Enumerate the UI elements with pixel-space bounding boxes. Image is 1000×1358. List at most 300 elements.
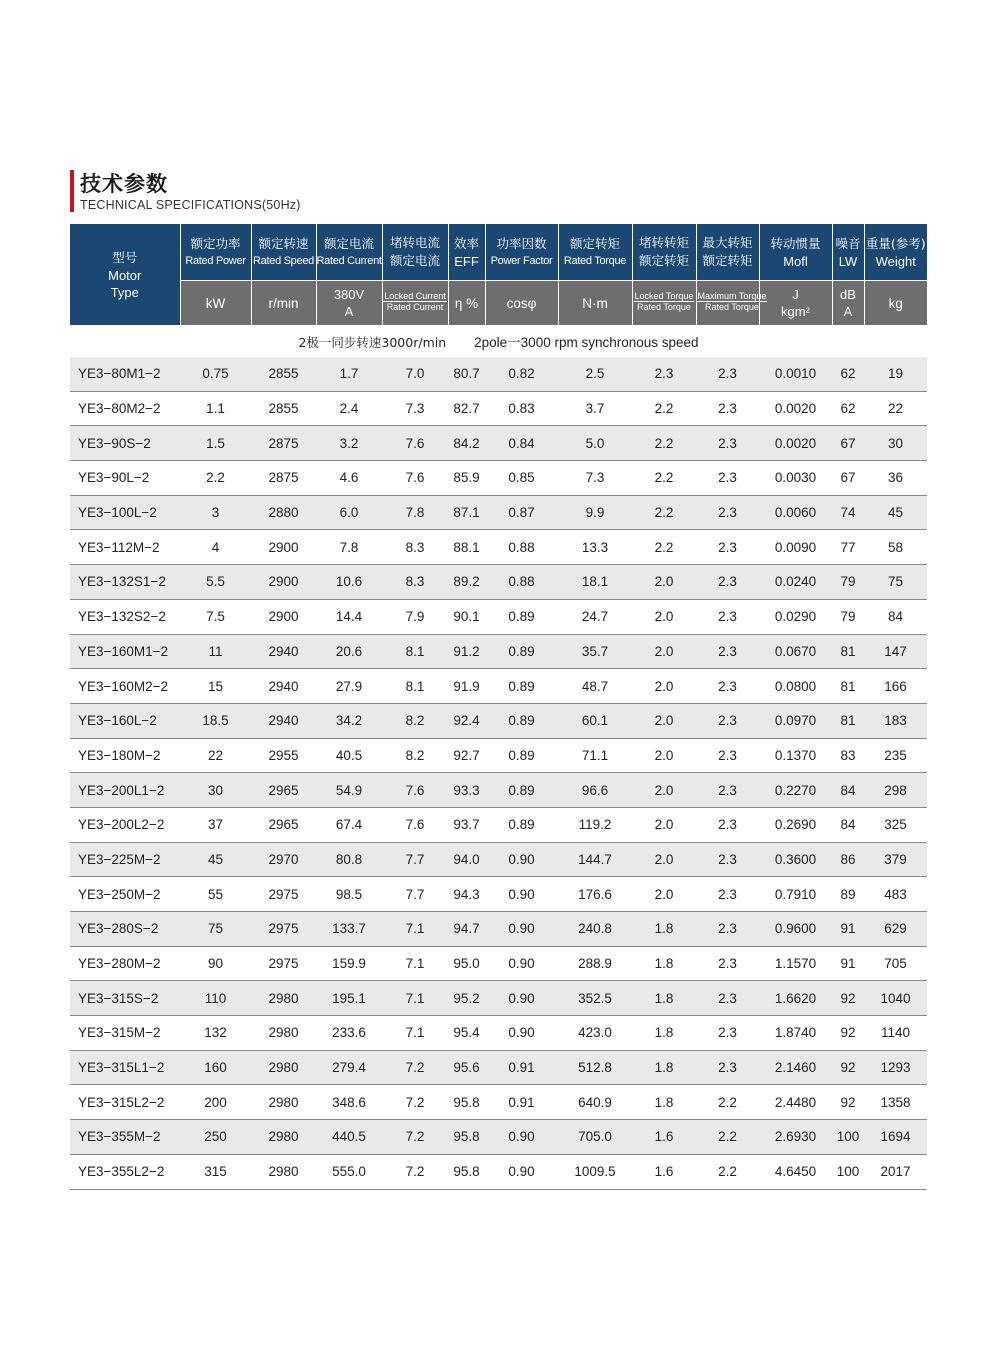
header-power-factor: 功率因数 Power Factor <box>485 224 558 281</box>
cell-eff: 93.7 <box>448 807 485 842</box>
cell-current: 34.2 <box>316 703 382 738</box>
table-row <box>70 1050 927 1085</box>
cell-eff: 82.7 <box>448 391 485 426</box>
cell-eff: 93.3 <box>448 773 485 808</box>
cell-max-torque: 2.3 <box>696 842 759 877</box>
cell-locked-torque: 2.2 <box>632 530 696 565</box>
cell-inertia: 0.0060 <box>759 495 832 530</box>
cell-power: 75 <box>180 912 251 947</box>
cell-locked-torque: 1.6 <box>632 1154 696 1189</box>
cell-power-factor: 0.90 <box>485 981 558 1016</box>
cell-locked-current: 8.2 <box>382 738 448 773</box>
cell-weight: 629 <box>864 912 927 947</box>
cell-inertia: 1.8740 <box>759 1016 832 1051</box>
table-row <box>70 807 927 842</box>
cell-eff: 95.2 <box>448 981 485 1016</box>
cell-weight: 30 <box>864 426 927 461</box>
cell-power-factor: 0.90 <box>485 1016 558 1051</box>
cell-eff: 89.2 <box>448 565 485 600</box>
cell-noise: 92 <box>832 981 864 1016</box>
cell-power: 0.75 <box>180 357 251 391</box>
cell-model: YE3−200L1−2 <box>70 773 180 808</box>
cell-locked-torque: 2.3 <box>632 357 696 391</box>
cell-inertia: 0.0010 <box>759 357 832 391</box>
header-noise: 噪音 LW <box>832 224 864 281</box>
table-row <box>70 946 927 981</box>
cell-locked-current: 8.1 <box>382 669 448 704</box>
cell-locked-torque: 2.0 <box>632 599 696 634</box>
table-row <box>70 357 927 391</box>
cell-power: 30 <box>180 773 251 808</box>
cell-speed: 2900 <box>251 599 316 634</box>
cell-power: 3 <box>180 495 251 530</box>
cell-max-torque: 2.2 <box>696 1085 759 1120</box>
cell-inertia: 2.4480 <box>759 1085 832 1120</box>
header-locked-current: 堵转电流 额定电流 <box>382 224 448 281</box>
cell-power: 4 <box>180 530 251 565</box>
cell-locked-current: 7.1 <box>382 981 448 1016</box>
cell-current: 159.9 <box>316 946 382 981</box>
cell-noise: 81 <box>832 669 864 704</box>
cell-noise: 86 <box>832 842 864 877</box>
cell-inertia: 1.1570 <box>759 946 832 981</box>
cell-speed: 2940 <box>251 634 316 669</box>
table-row <box>70 912 927 947</box>
cell-speed: 2875 <box>251 461 316 496</box>
cell-current: 195.1 <box>316 981 382 1016</box>
cell-noise: 67 <box>832 461 864 496</box>
cell-inertia: 1.6620 <box>759 981 832 1016</box>
cell-eff: 94.3 <box>448 877 485 912</box>
cell-weight: 1293 <box>864 1050 927 1085</box>
cell-max-torque: 2.3 <box>696 877 759 912</box>
header-speed: 额定转速 Rated Speed <box>251 224 316 281</box>
cell-model: YE3−250M−2 <box>70 877 180 912</box>
cell-speed: 2965 <box>251 773 316 808</box>
cell-model: YE3−160L−2 <box>70 703 180 738</box>
cell-current: 27.9 <box>316 669 382 704</box>
cell-inertia: 0.2270 <box>759 773 832 808</box>
cell-locked-current: 7.6 <box>382 807 448 842</box>
cell-current: 348.6 <box>316 1085 382 1120</box>
cell-power-factor: 0.84 <box>485 426 558 461</box>
cell-max-torque: 2.2 <box>696 1120 759 1155</box>
cell-current: 2.4 <box>316 391 382 426</box>
cell-inertia: 0.0970 <box>759 703 832 738</box>
cell-max-torque: 2.3 <box>696 946 759 981</box>
cell-inertia: 0.0020 <box>759 426 832 461</box>
cell-eff: 95.8 <box>448 1154 485 1189</box>
cell-locked-current: 7.8 <box>382 495 448 530</box>
cell-eff: 87.1 <box>448 495 485 530</box>
cell-locked-torque: 2.0 <box>632 669 696 704</box>
cell-speed: 2900 <box>251 565 316 600</box>
cell-torque: 1009.5 <box>558 1154 632 1189</box>
table-row <box>70 877 927 912</box>
cell-torque: 352.5 <box>558 981 632 1016</box>
cell-locked-torque: 2.2 <box>632 391 696 426</box>
cell-locked-current: 8.3 <box>382 565 448 600</box>
cell-inertia: 0.9600 <box>759 912 832 947</box>
cell-current: 279.4 <box>316 1050 382 1085</box>
cell-inertia: 0.2690 <box>759 807 832 842</box>
cell-noise: 92 <box>832 1050 864 1085</box>
cell-current: 54.9 <box>316 773 382 808</box>
cell-torque: 512.8 <box>558 1050 632 1085</box>
table-row <box>70 842 927 877</box>
cell-noise: 79 <box>832 599 864 634</box>
cell-weight: 705 <box>864 946 927 981</box>
cell-power-factor: 0.89 <box>485 807 558 842</box>
cell-current: 440.5 <box>316 1120 382 1155</box>
header-eff: 效率 EFF <box>448 224 485 281</box>
cell-model: YE3−132S2−2 <box>70 599 180 634</box>
cell-noise: 84 <box>832 807 864 842</box>
header-row-units <box>70 281 927 326</box>
cell-power: 7.5 <box>180 599 251 634</box>
cell-model: YE3−112M−2 <box>70 530 180 565</box>
cell-speed: 2975 <box>251 877 316 912</box>
header-weight: 重量(参考) Weight <box>864 224 927 281</box>
cell-torque: 5.0 <box>558 426 632 461</box>
cell-locked-current: 7.6 <box>382 426 448 461</box>
cell-locked-current: 7.9 <box>382 599 448 634</box>
cell-power: 45 <box>180 842 251 877</box>
cell-power: 132 <box>180 1016 251 1051</box>
cell-noise: 84 <box>832 773 864 808</box>
cell-locked-current: 7.6 <box>382 773 448 808</box>
unit-max-torque: $\frac{\text{Maximum Torque}}{\text{Rated Torque}}$ <box>696 281 759 326</box>
cell-noise: 89 <box>832 877 864 912</box>
table-row <box>70 634 927 669</box>
table-row <box>70 495 927 530</box>
cell-power: 200 <box>180 1085 251 1120</box>
cell-power-factor: 0.90 <box>485 912 558 947</box>
cell-inertia: 0.0020 <box>759 391 832 426</box>
table-row <box>70 391 927 426</box>
cell-inertia: 0.0030 <box>759 461 832 496</box>
cell-power: 18.5 <box>180 703 251 738</box>
cell-weight: 298 <box>864 773 927 808</box>
cell-weight: 1140 <box>864 1016 927 1051</box>
cell-model: YE3−200L2−2 <box>70 807 180 842</box>
cell-current: 80.8 <box>316 842 382 877</box>
cell-eff: 91.2 <box>448 634 485 669</box>
table-row <box>70 738 927 773</box>
table-row <box>70 565 927 600</box>
cell-noise: 100 <box>832 1120 864 1155</box>
cell-locked-torque: 1.8 <box>632 1016 696 1051</box>
header-row-labels <box>70 224 927 281</box>
cell-power: 37 <box>180 807 251 842</box>
table-row <box>70 669 927 704</box>
cell-locked-current: 7.2 <box>382 1085 448 1120</box>
cell-locked-current: 7.1 <box>382 1016 448 1051</box>
cell-eff: 95.6 <box>448 1050 485 1085</box>
cell-model: YE3−90L−2 <box>70 461 180 496</box>
cell-power-factor: 0.85 <box>485 461 558 496</box>
cell-power: 1.1 <box>180 391 251 426</box>
table-row <box>70 426 927 461</box>
cell-max-torque: 2.3 <box>696 807 759 842</box>
cell-eff: 84.2 <box>448 426 485 461</box>
cell-weight: 2017 <box>864 1154 927 1189</box>
cell-max-torque: 2.3 <box>696 981 759 1016</box>
unit-inertia: J kgm² <box>759 281 832 326</box>
table-row <box>70 1154 927 1189</box>
cell-power-factor: 0.88 <box>485 530 558 565</box>
cell-max-torque: 2.3 <box>696 495 759 530</box>
cell-locked-torque: 2.0 <box>632 842 696 877</box>
table-row <box>70 1085 927 1120</box>
cell-speed: 2975 <box>251 946 316 981</box>
cell-noise: 91 <box>832 946 864 981</box>
cell-weight: 1694 <box>864 1120 927 1155</box>
cell-inertia: 0.0090 <box>759 530 832 565</box>
cell-locked-torque: 1.8 <box>632 1050 696 1085</box>
table-row <box>70 1120 927 1155</box>
cell-locked-torque: 2.2 <box>632 426 696 461</box>
cell-weight: 84 <box>864 599 927 634</box>
cell-locked-torque: 1.6 <box>632 1120 696 1155</box>
cell-noise: 91 <box>832 912 864 947</box>
table-row <box>70 981 927 1016</box>
cell-model: YE3−280S−2 <box>70 912 180 947</box>
cell-power-factor: 0.89 <box>485 599 558 634</box>
cell-current: 1.7 <box>316 357 382 391</box>
cell-max-torque: 2.3 <box>696 912 759 947</box>
cell-max-torque: 2.3 <box>696 530 759 565</box>
cell-speed: 2855 <box>251 391 316 426</box>
cell-max-torque: 2.3 <box>696 391 759 426</box>
cell-weight: 147 <box>864 634 927 669</box>
cell-locked-current: 8.2 <box>382 703 448 738</box>
cell-eff: 85.9 <box>448 461 485 496</box>
cell-max-torque: 2.3 <box>696 738 759 773</box>
cell-torque: 96.6 <box>558 773 632 808</box>
unit-torque: N·m <box>558 281 632 326</box>
cell-current: 98.5 <box>316 877 382 912</box>
cell-current: 40.5 <box>316 738 382 773</box>
cell-power-factor: 0.83 <box>485 391 558 426</box>
cell-model: YE3−280M−2 <box>70 946 180 981</box>
cell-locked-torque: 2.0 <box>632 565 696 600</box>
cell-max-torque: 2.3 <box>696 461 759 496</box>
spec-table <box>70 224 927 1190</box>
cell-noise: 74 <box>832 495 864 530</box>
table-row <box>70 1016 927 1051</box>
cell-current: 67.4 <box>316 807 382 842</box>
header-torque: 额定转矩 Rated Torque <box>558 224 632 281</box>
cell-speed: 2980 <box>251 1085 316 1120</box>
cell-torque: 60.1 <box>558 703 632 738</box>
cell-current: 555.0 <box>316 1154 382 1189</box>
cell-torque: 7.3 <box>558 461 632 496</box>
cell-locked-torque: 2.2 <box>632 495 696 530</box>
cell-power-factor: 0.88 <box>485 565 558 600</box>
cell-speed: 2980 <box>251 1016 316 1051</box>
cell-power: 2.2 <box>180 461 251 496</box>
cell-current: 3.2 <box>316 426 382 461</box>
cell-locked-current: 7.2 <box>382 1154 448 1189</box>
cell-torque: 13.3 <box>558 530 632 565</box>
unit-eff: η % <box>448 281 485 326</box>
table-row <box>70 461 927 496</box>
cell-locked-torque: 2.0 <box>632 738 696 773</box>
cell-weight: 19 <box>864 357 927 391</box>
cell-current: 14.4 <box>316 599 382 634</box>
cell-torque: 423.0 <box>558 1016 632 1051</box>
cell-eff: 94.7 <box>448 912 485 947</box>
cell-locked-current: 7.1 <box>382 912 448 947</box>
cell-inertia: 2.6930 <box>759 1120 832 1155</box>
cell-speed: 2955 <box>251 738 316 773</box>
cell-locked-torque: 2.0 <box>632 634 696 669</box>
cell-locked-torque: 1.8 <box>632 1085 696 1120</box>
cell-torque: 176.6 <box>558 877 632 912</box>
cell-max-torque: 2.3 <box>696 426 759 461</box>
cell-weight: 379 <box>864 842 927 877</box>
cell-eff: 80.7 <box>448 357 485 391</box>
cell-model: YE3−80M2−2 <box>70 391 180 426</box>
cell-inertia: 2.1460 <box>759 1050 832 1085</box>
cell-model: YE3−355L2−2 <box>70 1154 180 1189</box>
cell-torque: 9.9 <box>558 495 632 530</box>
cell-power-factor: 0.89 <box>485 634 558 669</box>
header-current: 额定电流 Rated Current <box>316 224 382 281</box>
heading-accent-bar <box>70 170 74 212</box>
cell-weight: 235 <box>864 738 927 773</box>
cell-max-torque: 2.3 <box>696 1050 759 1085</box>
cell-weight: 1358 <box>864 1085 927 1120</box>
cell-power-factor: 0.90 <box>485 877 558 912</box>
cell-noise: 83 <box>832 738 864 773</box>
unit-locked-current: $\frac{\text{Locked Current}}{\text{Rated Current}}$ <box>382 281 448 326</box>
cell-weight: 483 <box>864 877 927 912</box>
cell-max-torque: 2.3 <box>696 565 759 600</box>
cell-locked-current: 7.1 <box>382 946 448 981</box>
cell-eff: 95.8 <box>448 1085 485 1120</box>
cell-power: 11 <box>180 634 251 669</box>
cell-speed: 2880 <box>251 495 316 530</box>
cell-eff: 92.4 <box>448 703 485 738</box>
cell-noise: 100 <box>832 1154 864 1189</box>
cell-locked-torque: 2.2 <box>632 461 696 496</box>
cell-locked-current: 8.1 <box>382 634 448 669</box>
cell-power-factor: 0.82 <box>485 357 558 391</box>
cell-torque: 144.7 <box>558 842 632 877</box>
cell-locked-current: 7.2 <box>382 1050 448 1085</box>
cell-locked-current: 8.3 <box>382 530 448 565</box>
cell-speed: 2980 <box>251 1050 316 1085</box>
unit-power: kW <box>180 281 251 326</box>
sync-speed-label: 2极一同步转速3000r/min 2pole一3000 rpm synchronous speed <box>298 335 699 350</box>
cell-current: 7.8 <box>316 530 382 565</box>
cell-max-torque: 2.2 <box>696 1154 759 1189</box>
cell-model: YE3−315L2−2 <box>70 1085 180 1120</box>
cell-noise: 62 <box>832 357 864 391</box>
cell-power-factor: 0.91 <box>485 1085 558 1120</box>
header-locked-torque: 堵转转矩 额定转矩 <box>632 224 696 281</box>
cell-speed: 2940 <box>251 703 316 738</box>
cell-noise: 62 <box>832 391 864 426</box>
cell-locked-current: 7.2 <box>382 1120 448 1155</box>
cell-model: YE3−100L−2 <box>70 495 180 530</box>
cell-locked-current: 7.0 <box>382 357 448 391</box>
cell-model: YE3−90S−2 <box>70 426 180 461</box>
cell-eff: 95.0 <box>448 946 485 981</box>
cell-noise: 81 <box>832 703 864 738</box>
cell-speed: 2980 <box>251 981 316 1016</box>
cell-torque: 48.7 <box>558 669 632 704</box>
cell-noise: 92 <box>832 1085 864 1120</box>
header-inertia: 转动惯量 Mofl <box>759 224 832 281</box>
cell-max-torque: 2.3 <box>696 703 759 738</box>
heading-title-cn: 技术参数 <box>80 172 168 196</box>
unit-speed: r/min <box>251 281 316 326</box>
cell-torque: 18.1 <box>558 565 632 600</box>
cell-torque: 640.9 <box>558 1085 632 1120</box>
cell-weight: 166 <box>864 669 927 704</box>
cell-power-factor: 0.91 <box>485 1050 558 1085</box>
cell-model: YE3−225M−2 <box>70 842 180 877</box>
sync-speed-row <box>70 325 927 357</box>
cell-power-factor: 0.90 <box>485 842 558 877</box>
cell-current: 4.6 <box>316 461 382 496</box>
cell-power: 110 <box>180 981 251 1016</box>
cell-noise: 92 <box>832 1016 864 1051</box>
unit-weight: kg <box>864 281 927 326</box>
cell-torque: 35.7 <box>558 634 632 669</box>
cell-max-torque: 2.3 <box>696 357 759 391</box>
cell-inertia: 0.0800 <box>759 669 832 704</box>
cell-current: 6.0 <box>316 495 382 530</box>
cell-eff: 92.7 <box>448 738 485 773</box>
heading-title-en: TECHNICAL SPECIFICATIONS(50Hz) <box>80 198 301 212</box>
cell-noise: 77 <box>832 530 864 565</box>
cell-speed: 2855 <box>251 357 316 391</box>
cell-model: YE3−315L1−2 <box>70 1050 180 1085</box>
cell-model: YE3−315S−2 <box>70 981 180 1016</box>
cell-noise: 81 <box>832 634 864 669</box>
cell-speed: 2875 <box>251 426 316 461</box>
cell-torque: 119.2 <box>558 807 632 842</box>
cell-power-factor: 0.90 <box>485 1120 558 1155</box>
cell-model: YE3−315M−2 <box>70 1016 180 1051</box>
cell-current: 233.6 <box>316 1016 382 1051</box>
cell-eff: 95.4 <box>448 1016 485 1051</box>
cell-power: 160 <box>180 1050 251 1085</box>
cell-power: 22 <box>180 738 251 773</box>
cell-locked-torque: 1.8 <box>632 981 696 1016</box>
cell-power: 55 <box>180 877 251 912</box>
cell-model: YE3−355M−2 <box>70 1120 180 1155</box>
cell-max-torque: 2.3 <box>696 634 759 669</box>
cell-model: YE3−160M2−2 <box>70 669 180 704</box>
cell-speed: 2980 <box>251 1120 316 1155</box>
cell-speed: 2975 <box>251 912 316 947</box>
cell-eff: 88.1 <box>448 530 485 565</box>
cell-max-torque: 2.3 <box>696 773 759 808</box>
cell-speed: 2900 <box>251 530 316 565</box>
cell-power: 5.5 <box>180 565 251 600</box>
unit-current: 380V A <box>316 281 382 326</box>
header-power: 额定功率 Rated Power <box>180 224 251 281</box>
cell-eff: 90.1 <box>448 599 485 634</box>
cell-locked-current: 7.3 <box>382 391 448 426</box>
cell-eff: 94.0 <box>448 842 485 877</box>
cell-locked-torque: 2.0 <box>632 877 696 912</box>
